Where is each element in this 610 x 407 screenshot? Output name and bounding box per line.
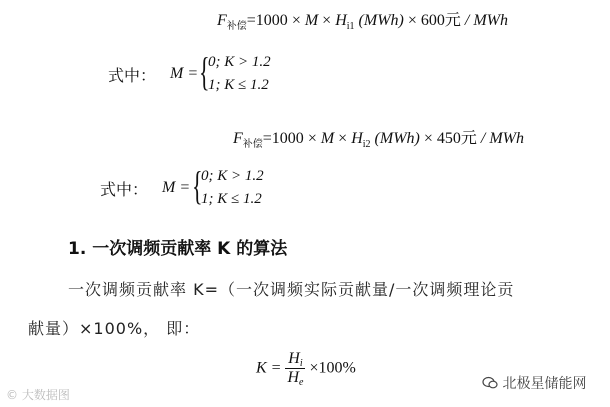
formula-1-m: M xyxy=(304,12,319,29)
formula-1-unit-paren: (MWh) xyxy=(358,12,404,29)
cases-2-line-2: 1; K ≤ 1.2 xyxy=(201,191,262,207)
formula-2-eq: =1000 xyxy=(262,130,304,147)
formula-3-fraction xyxy=(285,350,305,387)
cases-2-lhs: M = xyxy=(162,179,191,196)
formula-1-eq: =1000 xyxy=(246,12,288,29)
cases-2-label: 式中： xyxy=(100,180,149,199)
formula-1-price: 600元 xyxy=(420,12,461,29)
formula-2-m: M xyxy=(320,130,335,147)
formula-2-h-sub: i2 xyxy=(362,139,371,150)
formula-1-times-c: × xyxy=(407,12,417,29)
formula-1-h: H xyxy=(335,12,347,29)
formula-1 xyxy=(217,7,508,30)
formula-1-lhs-sub: 补偿 xyxy=(226,21,247,32)
formula-2-h: H xyxy=(351,130,363,147)
formula-1-times-a: × xyxy=(291,12,301,29)
formula-2-lhs: F xyxy=(233,130,243,147)
wechat-icon xyxy=(482,376,498,390)
watermark-right-text: 北极星储能网 xyxy=(502,376,587,392)
watermark-left xyxy=(6,386,70,403)
cases-1-label: 式中： xyxy=(108,66,157,85)
formula-3-lhs: K = xyxy=(256,359,282,377)
formula-2 xyxy=(233,125,524,148)
section-heading: 1. 一次调频贡献率 K 的算法 xyxy=(68,239,288,259)
formula-2-times-b: × xyxy=(338,130,348,147)
formula-2-lhs-sub: 补偿 xyxy=(242,139,263,150)
formula-2-price: 450元 xyxy=(436,130,477,147)
copyright-icon: © xyxy=(6,388,18,402)
formula-2-times-a: × xyxy=(307,130,317,147)
cases-1-line-2: 1; K ≤ 1.2 xyxy=(208,77,269,93)
paragraph-line-2: 献量）×100%， 即： xyxy=(28,319,201,338)
cases-2-line-1: 0; K > 1.2 xyxy=(201,168,264,184)
watermark-left-text: 大数据图 xyxy=(21,388,70,402)
formula-1-lhs: F xyxy=(217,12,227,29)
formula-1-h-sub: i1 xyxy=(346,21,355,32)
watermark-right xyxy=(482,373,586,393)
formula-2-unit: / MWh xyxy=(480,130,525,147)
formula-1-unit: / MWh xyxy=(464,12,509,29)
paragraph-line-1: 一次调频贡献率 K=（一次调频实际贡献量/一次调频理论贡 xyxy=(68,280,515,299)
formula-2-unit-paren: (MWh) xyxy=(374,130,420,147)
cases-1-line-1: 0; K > 1.2 xyxy=(208,54,271,70)
formula-3-rhs: ×100% xyxy=(309,359,356,377)
cases-1-brace: { xyxy=(199,49,210,94)
formula-2-times-c: × xyxy=(423,130,433,147)
formula-3 xyxy=(256,350,356,387)
formula-3-denominator: He xyxy=(287,369,304,388)
cases-2-brace: { xyxy=(192,163,203,208)
cases-1-lhs: M = xyxy=(170,65,199,82)
formula-3-numerator: Hi xyxy=(285,350,305,369)
formula-1-times-b: × xyxy=(322,12,332,29)
